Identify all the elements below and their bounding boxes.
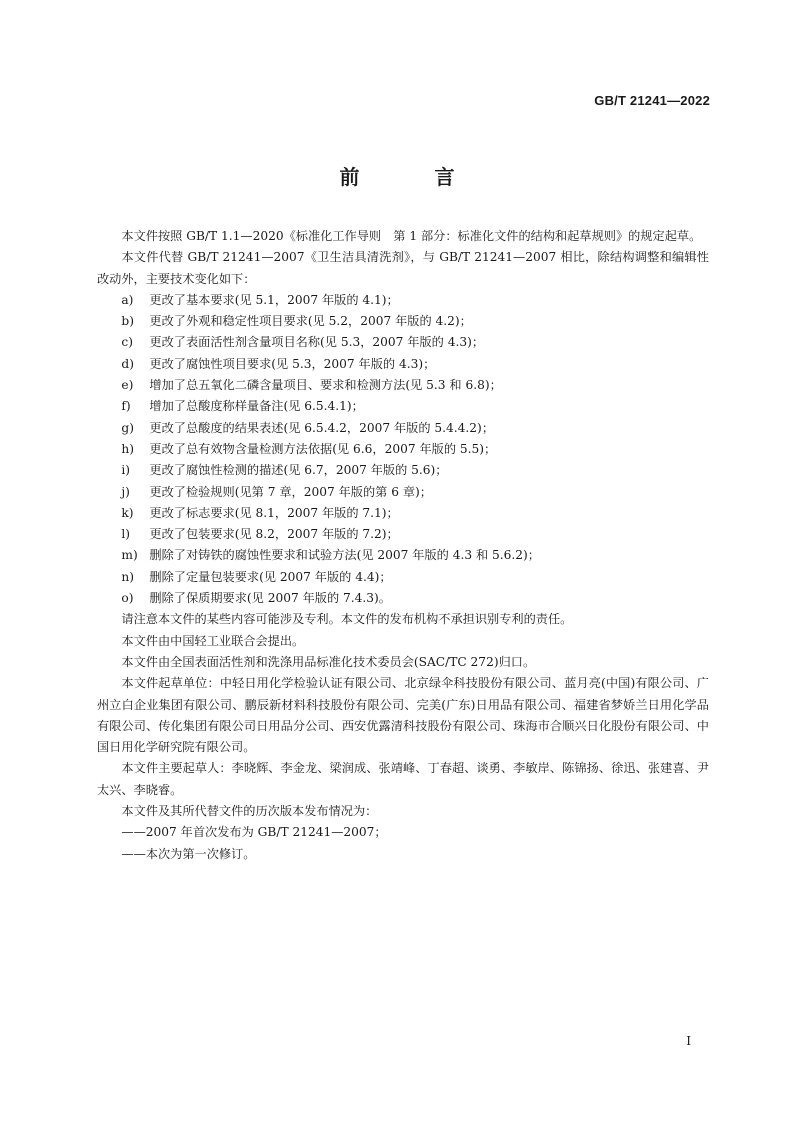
list-item-text: 更改了腐蚀性检测的描述(见 6.7，2007 年版的 5.6)； (149, 463, 448, 478)
list-marker: f) (121, 399, 131, 414)
list-item (97, 418, 709, 439)
list-marker: d) (121, 356, 134, 371)
list-item (97, 332, 709, 353)
list-marker: o) (121, 591, 134, 606)
list-item-text: 删除了保质期要求(见 2007 年版的 7.4.3)。 (149, 591, 391, 606)
standard-code: GB/T 21241—2022 (594, 93, 710, 108)
list-item-text: 更改了腐蚀性项目要求(见 5.3，2007 年版的 4.3)； (149, 356, 436, 371)
list-marker: m) (121, 548, 138, 563)
list-marker: e) (121, 378, 134, 393)
list-item-text: 更改了标志要求(见 8.1，2007 年版的 7.1)； (149, 505, 399, 520)
drafting-units: 本文件起草单位：中轻日用化学检验认证有限公司、北京绿伞科技股份有限公司、蓝月亮(中国)有限公司、广州立白企业集团有限公司、鹏辰新材料科技股份有限公司、完美(广东)日用品有限公司、福建省梦娇兰日用化学品有限公司、传化集团有限公司日用品分公司、西安优露清科技股份有限公司、珠海市合顺兴日化股份有限公司、中国日用化学研究院有限公司。 (97, 676, 709, 755)
list-item (97, 290, 709, 311)
list-item (97, 567, 709, 588)
list-item (97, 439, 709, 460)
page-title: 前 言 (339, 165, 489, 189)
page-number: I (686, 1034, 691, 1048)
list-item-text: 更改了外观和稳定性项目要求(见 5.2，2007 年版的 4.2)； (149, 314, 472, 329)
list-marker: h) (121, 441, 134, 456)
list-item (97, 311, 709, 332)
list-item-text: 更改了总有效物含量检测方法依据(见 6.6，2007 年版的 5.5)； (149, 441, 497, 456)
list-marker: b) (121, 314, 134, 329)
list-item (97, 354, 709, 375)
list-marker: k) (121, 505, 134, 520)
history-item: ——2007 年首次发布为 GB/T 21241—2007； (121, 825, 387, 840)
proposed-by: 本文件由中国轻工业联合会提出。 (121, 633, 305, 648)
list-marker: i) (121, 463, 131, 478)
list-item-text: 更改了总酸度的结果表述(见 6.5.4.2，2007 年版的 5.4.4.2)； (149, 420, 495, 435)
foreword-body (97, 226, 709, 865)
drafters: 本文件主要起草人：李晓辉、李金龙、梁润成、张靖峰、丁春超、谈勇、李敏岸、陈锦扬、徐迅、张建喜、尹太兴、李晓睿。 (97, 761, 709, 797)
list-marker: j) (121, 484, 130, 499)
list-item (97, 396, 709, 417)
list-item (97, 503, 709, 524)
list-marker: n) (121, 569, 134, 584)
list-item (97, 588, 709, 609)
list-marker: c) (121, 335, 133, 350)
list-item-text: 更改了基本要求(见 5.1，2007 年版的 4.1)； (149, 292, 399, 307)
list-item (97, 375, 709, 396)
patent-notice: 请注意本文件的某些内容可能涉及专利。本文件的发布机构不承担识别专利的责任。 (121, 612, 573, 627)
changes-list (97, 290, 709, 609)
list-item (97, 482, 709, 503)
list-marker: g) (121, 420, 134, 435)
list-item-text: 更改了包装要求(见 8.2，2007 年版的 7.2)； (149, 527, 399, 542)
list-item-text: 增加了总五氧化二磷含量项目、要求和检测方法(见 5.3 和 6.8)； (149, 378, 502, 393)
list-item-text: 增加了总酸度称样量备注(见 6.5.4.1)； (149, 399, 364, 414)
list-item-text: 更改了表面活性剂含量项目名称(见 5.3，2007 年版的 4.3)； (149, 335, 485, 350)
list-item (97, 524, 709, 545)
history-intro: 本文件及其所代替文件的历次版本发布情况为： (121, 804, 378, 819)
list-item-text: 删除了定量包装要求(见 2007 年版的 4.4)； (149, 569, 392, 584)
list-marker: l) (121, 527, 131, 542)
centralized-by: 本文件由全国表面活性剂和洗涤用品标准化技术委员会(SAC/TC 272)归口。 (121, 654, 536, 669)
list-item-text: 更改了检验规则(见第 7 章，2007 年版的第 6 章)； (149, 484, 432, 499)
drafting-rule-paragraph: 本文件按照 GB/T 1.1—2020《标准化工作导则 第 1 部分：标准化文件的结构和起草规则》的规定起草。 (121, 229, 702, 243)
list-marker: a) (121, 292, 134, 307)
list-item (97, 460, 709, 481)
list-item (97, 545, 709, 566)
replacement-paragraph: 本文件代替 GB/T 21241—2007《卫生洁具清洗剂》，与 GB/T 21241—2007 相比，除结构调整和编辑性改动外，主要技术变化如下： (97, 250, 709, 286)
list-item-text: 删除了对铸铁的腐蚀性要求和试验方法(见 2007 年版的 4.3 和 5.6.2)； (149, 548, 540, 563)
history-item: ——本次为第一次修订。 (121, 846, 256, 861)
